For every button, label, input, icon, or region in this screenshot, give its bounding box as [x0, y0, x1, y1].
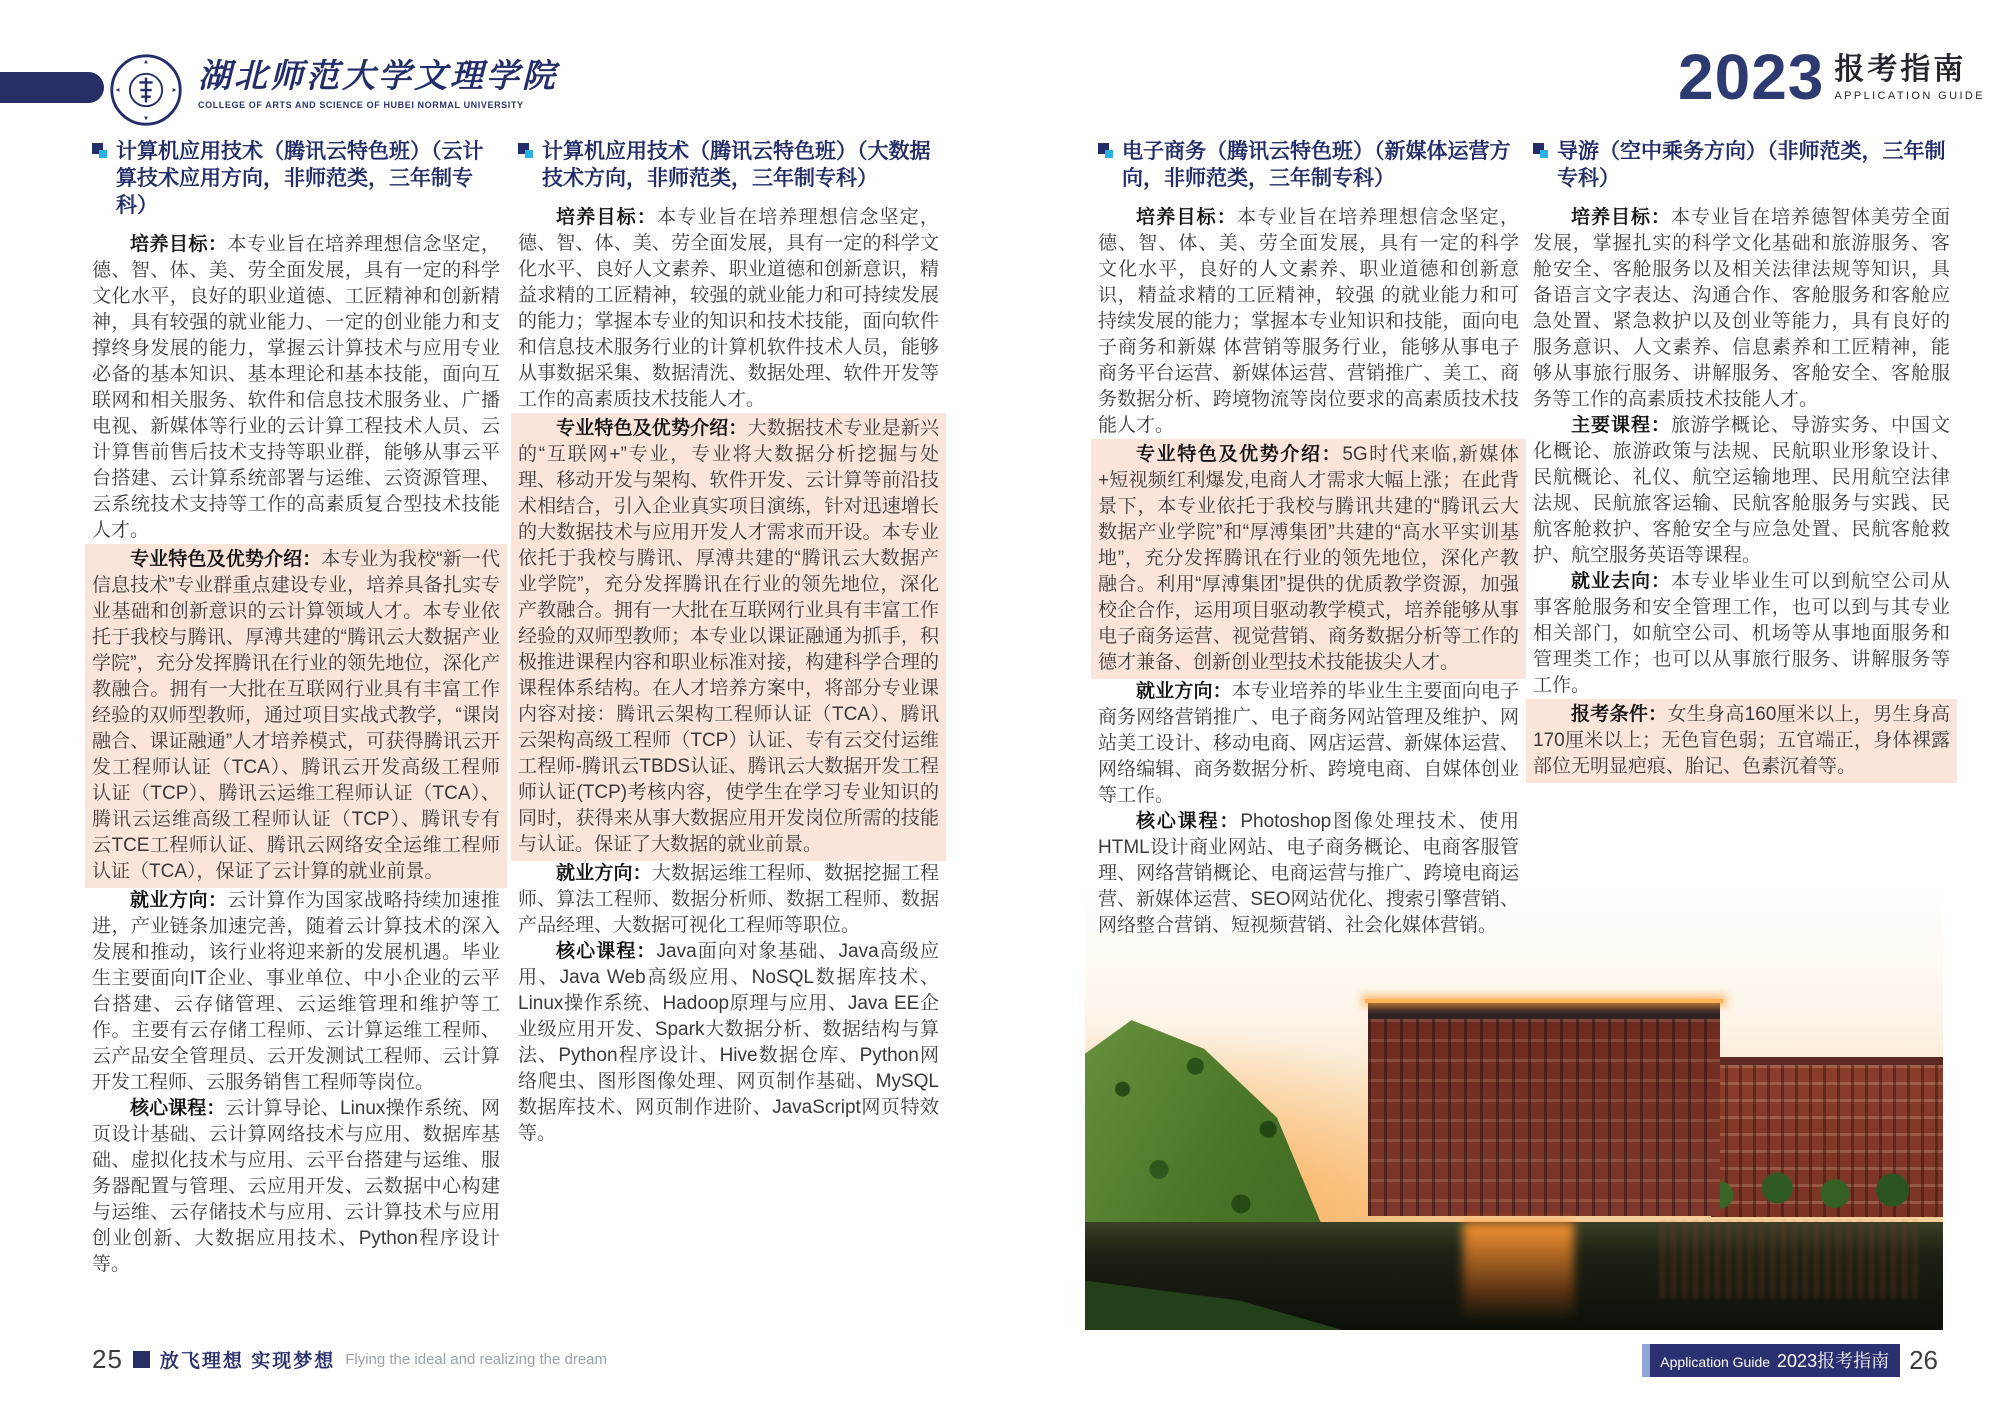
guide-year: 2023: [1678, 41, 1825, 113]
core-courses-paragraph: 核心课程：Java面向对象基础、Java高级应用、Java Web高级应用、NoSQL数据库技术、Linux操作系统、Hadoop原理与应用、Java EE企业级应用开发、Spark大数据分析、数据结构与算法、Python程序设计、Hive数据仓库、Python网络爬虫、图形图像处理、网页制作基础、MySQL数据库技术、网页制作进阶、JavaScript网页特效等。: [518, 941, 939, 1144]
features-paragraph: 专业特色及优势介绍：大数据技术专业是新兴的“互联网+”专业，专业将大数据分析挖掘与处理、移动开发与架构、软件开发、云计算等前沿技术相结合，引入企业真实项目演练，针对迅速增长的大数据技术与应用开发人才需求而开设。本专业依托于我校与腾讯、厚溥共建的“腾讯云大数据产业学院”，充分发挥腾讯在行业的领先地位，深化产教融合。拥有一大批在互联网行业具有丰富工作经验的双师型教师；本专业以课证融通为抓手，积极推进课程内容和职业标准对接，构建科学合理的课程体系结构。在人才培养方案中，将部分专业课内容对接：腾讯云架构工程师认证（TCA）、腾讯云架构高级工程师（TCP）认证、专有云交付运维工程师-腾讯云TBDS认证、腾讯云大数据开发工程师认证(TCP)考核内容，使学生在学习专业知识的同时，获得来从事大数据应用开发岗位所需的技能与认证。保证了大数据的就业前景。: [511, 413, 946, 861]
training-goal-paragraph: 培养目标：本专业旨在培养理想信念坚定，德、智、体、美、劳全面发展，具有一定的科学 文化水平，良好的人文素养、职业道德和创新意识，精益求精的工匠精神，较强 的就业能力和可持续发展的能力；掌握本专业知识和技能，面向电子商务和新媒 体营销等服务行业，能够从事电子商务平台运营、新媒体运营、营销推广、美工、商务数据分析、跨境物流等岗位要求的高素质技术技能人才。: [1098, 207, 1519, 436]
seal-icon: [108, 52, 184, 128]
photo-lake-sun-reflection: [1463, 1222, 1575, 1321]
employment-paragraph: 就业方向：本专业培养的毕业生主要面向电子商务网络营销推广、电子商务网站管理及维护、网站美工设计、移动电商、网店运营、新媒体运营、网络编辑、商务数据分析、跨境电商、自媒体创业等工作。: [1098, 681, 1519, 806]
employment-paragraph: 就业去向：本专业毕业生可以到航空公司从事客舱服务和安全管理工作，也可以到与其专业相关部门，如航空公司、机场等从事地面服务和管理类工作；也可以从事旅行服务、讲解服务等工作。: [1533, 571, 1950, 696]
page-number-left: 25: [92, 1344, 123, 1374]
major-column-tour-guide: [1533, 138, 1950, 783]
photo-building-main: [1368, 1003, 1720, 1216]
training-goal-paragraph: 培养目标：本专业旨在培养理想信念坚定，德、智、体、美、劳全面发展，具有一定的科学文化水平，良好的职业道德、工匠精神和创新精神，具有较强的就业能力、一定的创业能力和支撑终身发展的能力，掌握云计算技术与应用专业必备的基本知识、基本理论和基本技能，面向互联网和相关服务、软件和信息技术服务业、广播电视、新媒体等行业的云计算工程技术人员、云计算售前售后技术支持等职业群，能够从事云平台搭建、云计算系统部署与运维、云资源管理、云系统技术支持等工作的高素质复合型技术技能人才。: [92, 234, 500, 541]
footer-banner-en: Application Guide: [1660, 1354, 1771, 1370]
major-title-text: 电子商务（腾讯云特色班）（新媒体运营方向，非师范类，三年制专科）: [1122, 140, 1511, 190]
guide-masthead: [1678, 41, 1985, 113]
square-bullet-icon: [518, 143, 533, 158]
features-paragraph: 专业特色及优势介绍：本专业为我校“新一代信息技术”专业群重点建设专业，培养具备扎实专业基础和创新意识的云计算领域人才。本专业依托于我校与腾讯、厚溥共建的“腾讯云大数据产业学院”，充分发挥腾讯在行业的领先地位，深化产教融合。拥有一大批在互联网行业具有丰富工作经验的双师型教师，通过项目实战式教学，“课岗融合、课证融通”人才培养模式，可获得腾讯云开发工程师认证（TCA）、腾讯云开发高级工程师认证（TCP）、腾讯云运维工程师认证（TCA）、腾讯云运维高级工程师认证（TCP）、腾讯专有云TCE工程师认证、腾讯云网络安全运维工程师认证（TCA），保证了云计算的就业前景。: [85, 544, 507, 888]
major-title: [518, 138, 939, 192]
square-bullet-icon: [1098, 143, 1113, 158]
major-column-big-data: [518, 138, 939, 1147]
footer-banner-cn: 2023报考指南: [1777, 1351, 1890, 1371]
campus-photo: [1085, 882, 1943, 1330]
footer-slogan-en: Flying the ideal and realizing the dream: [345, 1351, 608, 1368]
footer-left: [92, 1344, 607, 1375]
page-number-right: 26: [1909, 1345, 1938, 1375]
footer-right: [1642, 1344, 1938, 1377]
features-paragraph: 专业特色及优势介绍：5G时代来临,新媒体+短视频红利爆发,电商人才需求大幅上涨；在此背景下，本专业依托于我校与腾讯共建的“腾讯云大数据产业学院”和“厚溥集团”共建的“高水平实训基地”，充分发挥腾讯在行业的领先地位，深化产教融合。利用“厚溥集团”提供的优质教学资源，加强校企合作，运用项目驱动教学模式，培养能够从事电子商务运营、视觉营销、商务数据分析等工作的德才兼备、创新创业型技术技能拔尖人才。: [1091, 439, 1526, 679]
guide-title-en: APPLICATION GUIDE: [1834, 90, 1985, 102]
major-title: [92, 138, 500, 219]
major-column-cloud-computing: [92, 138, 500, 1278]
core-courses-paragraph: 核心课程：云计算导论、Linux操作系统、网页设计基础、云计算网络技术与应用、数据库基础、虚拟化技术与应用、云平台搭建与运维、服务器配置与管理、云应用开发、云数据中心构建与运维、云存储技术与应用、云计算技术与应用创业创新、大数据应用技术、Python程序设计等。: [92, 1098, 500, 1275]
university-name-en: COLLEGE OF ARTS AND SCIENCE OF HUBEI NORMAL UNIVERSITY: [198, 100, 524, 110]
training-goal-paragraph: 培养目标：本专业旨在培养德智体美劳全面发展，掌握扎实的科学文化基础和旅游服务、客舱安全、客舱服务以及相关法律法规等知识，具备语言文字表达、沟通合作、客舱服务和客舱应急处置、紧急救护以及创业等能力，具有良好的服务意识、人文素养、信息素养和工匠精神，能够从事旅行服务、讲解服务、客舱安全、客舱服务等工作的高素质技术技能人才。: [1533, 207, 1950, 410]
university-name-block: [198, 56, 558, 110]
major-title-text: 计算机应用技术（腾讯云特色班）（云计算技术应用方向，非师范类，三年制专科）: [116, 140, 484, 217]
application-requirements-paragraph: 报考条件：女生身高160厘米以上，男生身高170厘米以上；无色盲色弱；五官端正，身体裸露部位无明显疤痕、胎记、色素沉着等。: [1526, 699, 1957, 783]
employment-paragraph: 就业方向：云计算作为国家战略持续加速推进，产业链条加速完善，随着云计算技术的深入发展和推动，该行业将迎来新的发展机遇。毕业生主要面向IT企业、事业单位、中小企业的云平台搭建、云存储管理、云运维管理和维护等工作。主要有云存储工程师、云计算运维工程师、云产品安全管理员、云开发测试工程师、云计算开发工程师、云服务销售工程师等岗位。: [92, 890, 500, 1093]
footer-slogan-cn: 放飞理想 实现梦想: [159, 1351, 336, 1372]
major-title: [1533, 138, 1950, 192]
square-bullet-icon: [1533, 143, 1548, 158]
training-goal-paragraph: 培养目标：本专业旨在培养理想信念坚定，德、智、体、美、劳全面发展，具有一定的科学文化水平、良好人文素养、职业道德和创新意识，精益求精的工匠精神，较强的就业能力和可持续发展的能力；掌握本专业的知识和技术技能，面向软件和信息技术服务行业的计算机软件技术人员，能够从事数据采集、数据清洗、数据处理、软件开发等工作的高素质技术技能人才。: [518, 207, 939, 410]
square-bullet-icon: [92, 143, 107, 158]
major-title-text: 计算机应用技术（腾讯云特色班）（大数据技术方向，非师范类，三年制专科）: [542, 140, 931, 190]
university-seal-logo: [108, 52, 184, 133]
major-column-ecommerce: [1098, 138, 1519, 939]
photo-lake-building-reflection: [1660, 1222, 1917, 1297]
major-title-text: 导游（空中乘务方向）（非师范类，三年制专科）: [1557, 140, 1946, 190]
corner-tab-shape: [0, 72, 104, 103]
main-courses-paragraph: 主要课程：旅游学概论、导游实务、中国文化概论、旅游政策与法规、民航职业形象设计、民航概论、礼仪、航空运输地理、民用航空法律法规、民航旅客运输、民航客舱服务与实践、民航客舱救护、客舱安全与应急处置、民航客舱救护、航空服务英语等课程。: [1533, 415, 1950, 566]
employment-paragraph: 就业方向：大数据运维工程师、数据挖掘工程师、算法工程师、数据分析师、数据工程师、数据产品经理、大数据可视化工程师等职位。: [518, 863, 939, 936]
footer-square-icon: [133, 1351, 150, 1368]
university-name-cn: 湖北师范大学文理学院: [198, 56, 558, 95]
core-courses-paragraph: 核心课程：Photoshop图像处理技术、使用HTML设计商业网站、电子商务概论、电商客服管理、网络营销概论、电商运营与推广、跨境电商运营、新媒体运营、SEO网站优化、搜索引擎营销、网络整合营销、短视频营销、社会化媒体营销。: [1098, 811, 1519, 936]
major-title: [1098, 138, 1519, 192]
guide-title-cn: 报考指南: [1834, 53, 1967, 86]
footer-banner: [1642, 1344, 1900, 1377]
guide-title-stack: [1834, 52, 1985, 102]
